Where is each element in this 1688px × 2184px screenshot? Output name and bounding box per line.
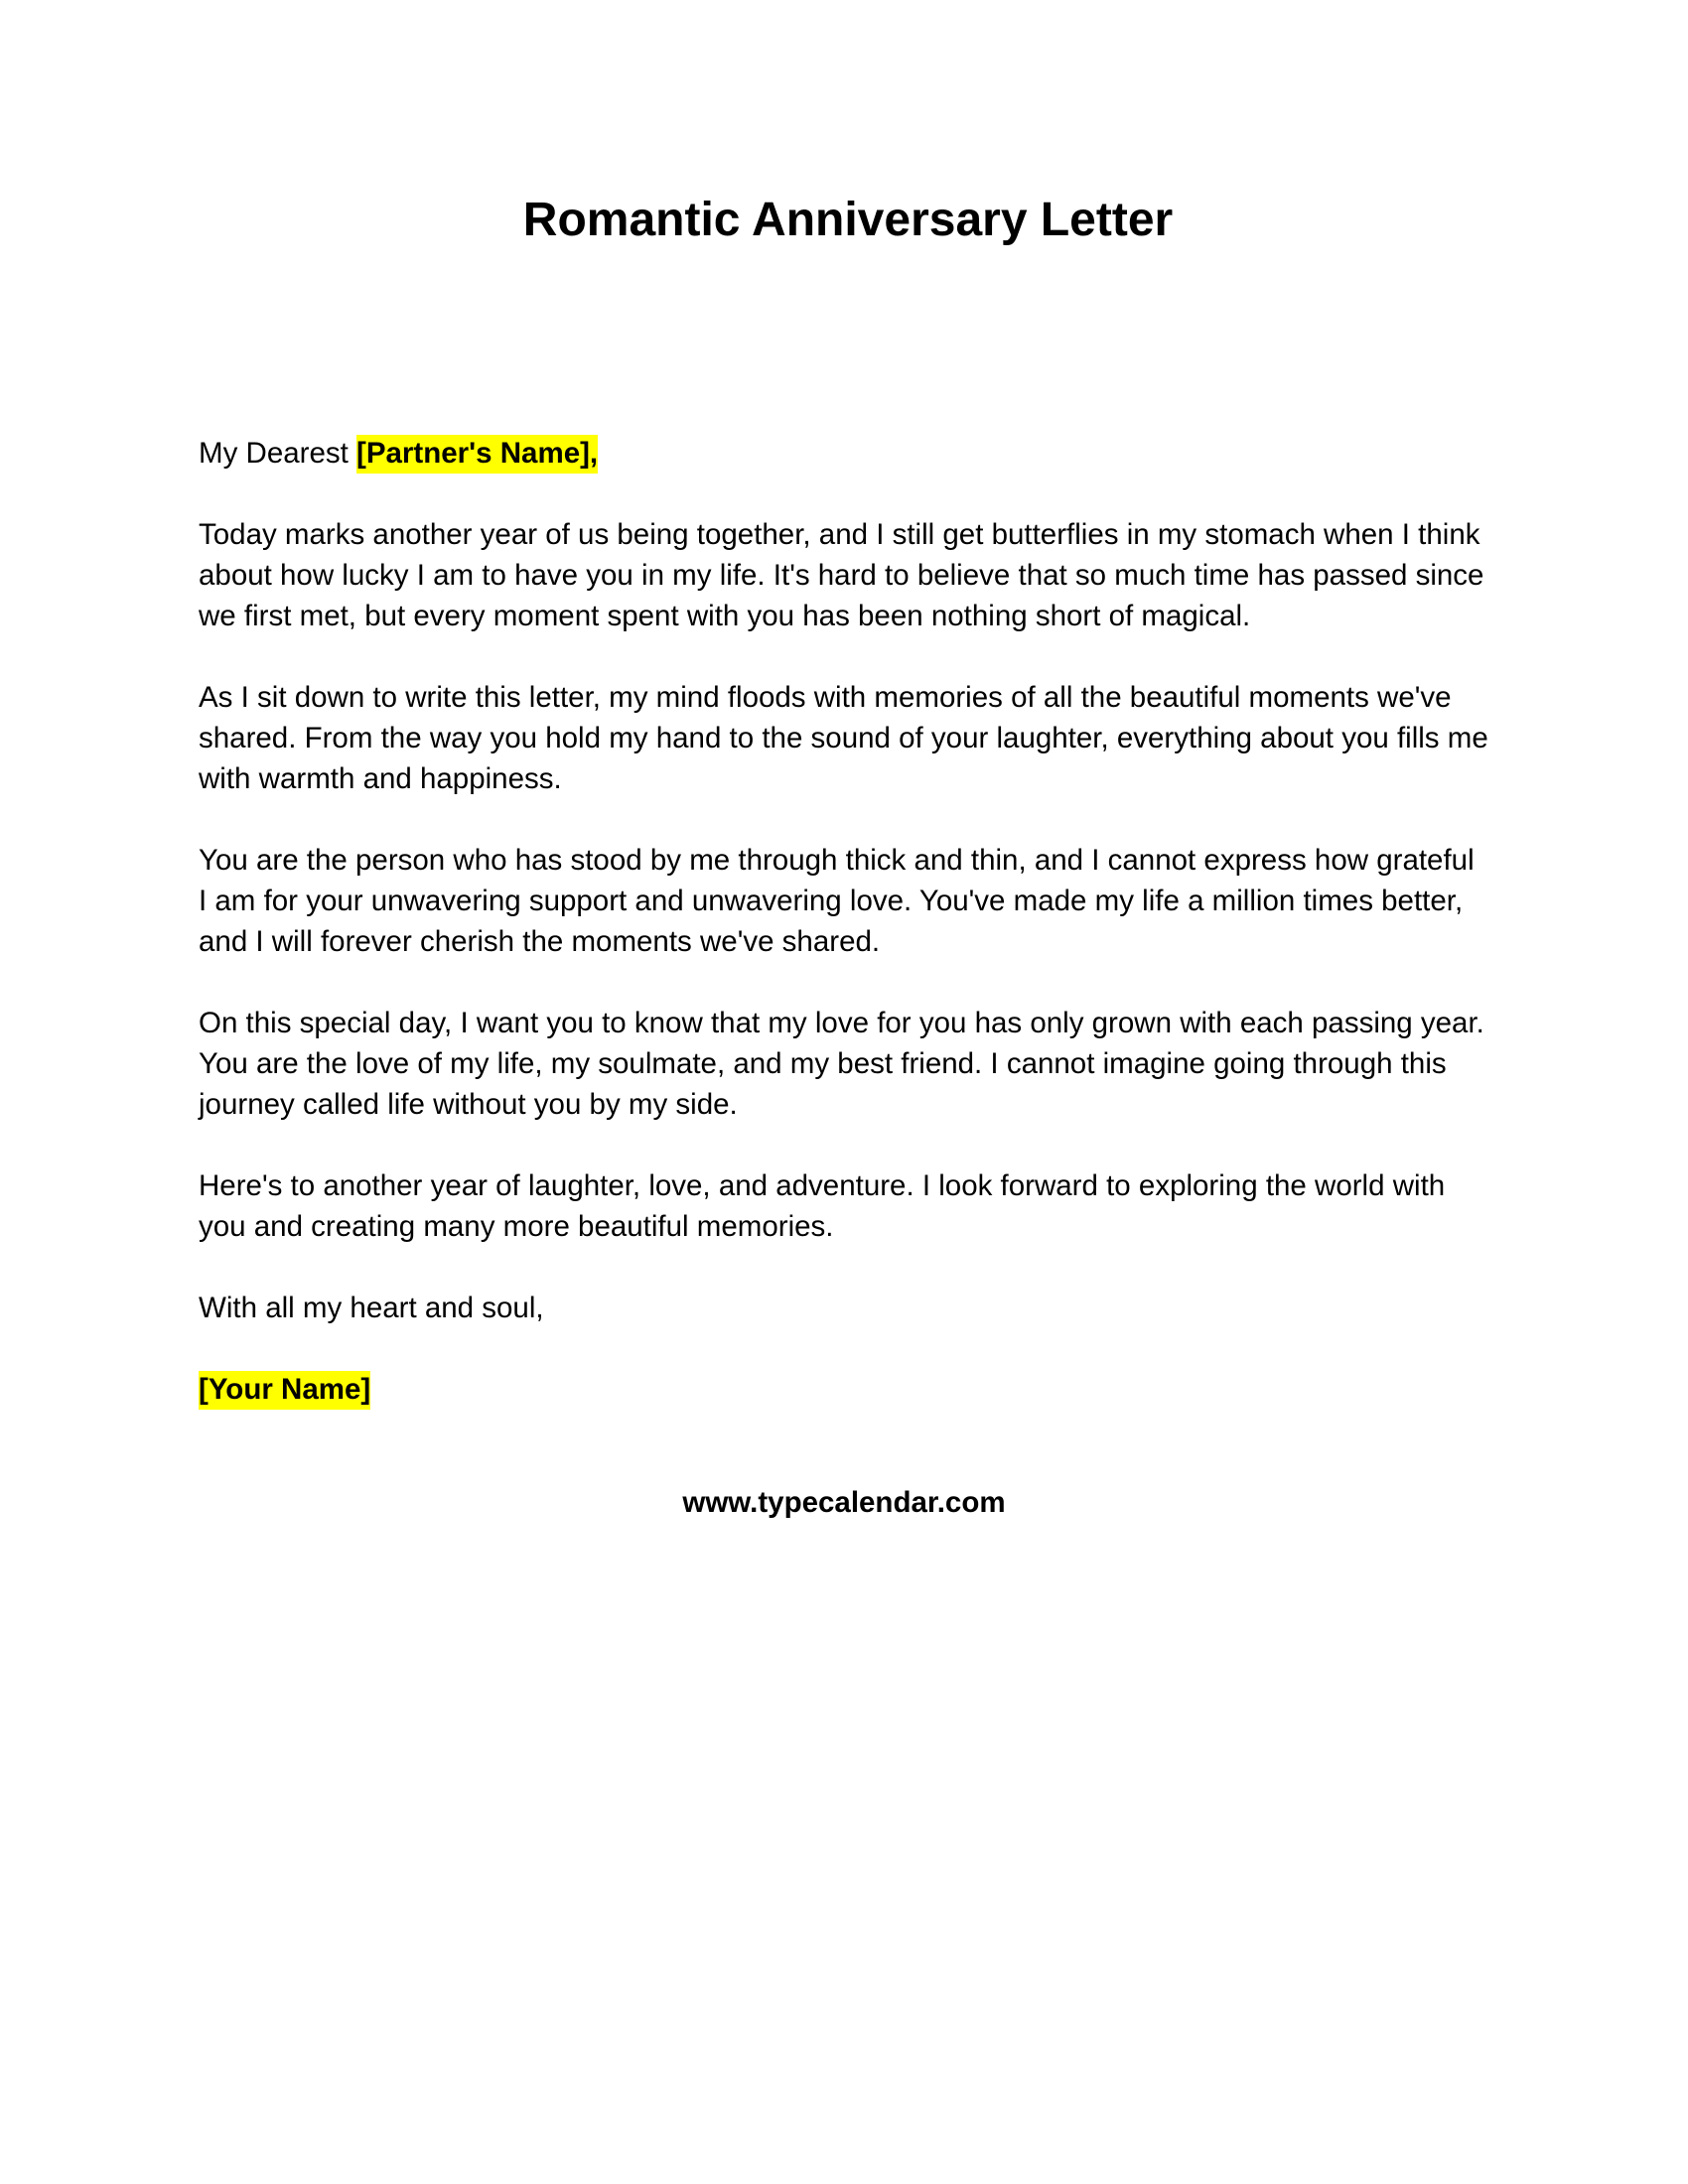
your-name-placeholder: [Your Name] (199, 1371, 370, 1410)
closing-line: With all my heart and soul, (199, 1292, 544, 1324)
signature (199, 1369, 1489, 1410)
paragraph-4: On this special day, I want you to know that my love for you has only grown with each passing year. You are the love of my life, my soulmate, and my best friend. I cannot imagine going through this journey called life without you by my side. (199, 1007, 1484, 1121)
paragraph-5: Here's to another year of laughter, love, and adventure. I look forward to exploring the world with you and creating many more beautiful memories. (199, 1169, 1446, 1243)
paragraph-1: Today marks another year of us being together, and I still get butterflies in my stomach when I think about how lucky I am to have you in my life. It's hard to believe that so much time has passed since we first met, but every moment spent with you has been nothing short of magical. (199, 518, 1484, 632)
paragraph-2: As I sit down to write this letter, my mind floods with memories of all the beautiful moments we've shared. From the way you hold my hand to the sound of your laughter, everything about you fills me with warmth and happiness. (199, 681, 1488, 795)
salutation (199, 433, 1489, 474)
letter-body (199, 433, 1489, 1450)
page-title-text: Romantic Anniversary Letter (522, 194, 1174, 246)
footer-url: www.typecalendar.com (682, 1486, 1006, 1519)
partner-name-placeholder: [Partner's Name], (356, 435, 598, 474)
page-title (0, 191, 1688, 250)
paragraph-3: You are the person who has stood by me through thick and thin, and I cannot express how grateful I am for your unwavering support and unwavering love. You've made my life a million times better, and I will forever cherish the moments we've shared. (199, 844, 1475, 958)
salutation-prefix: My Dearest (199, 437, 357, 470)
